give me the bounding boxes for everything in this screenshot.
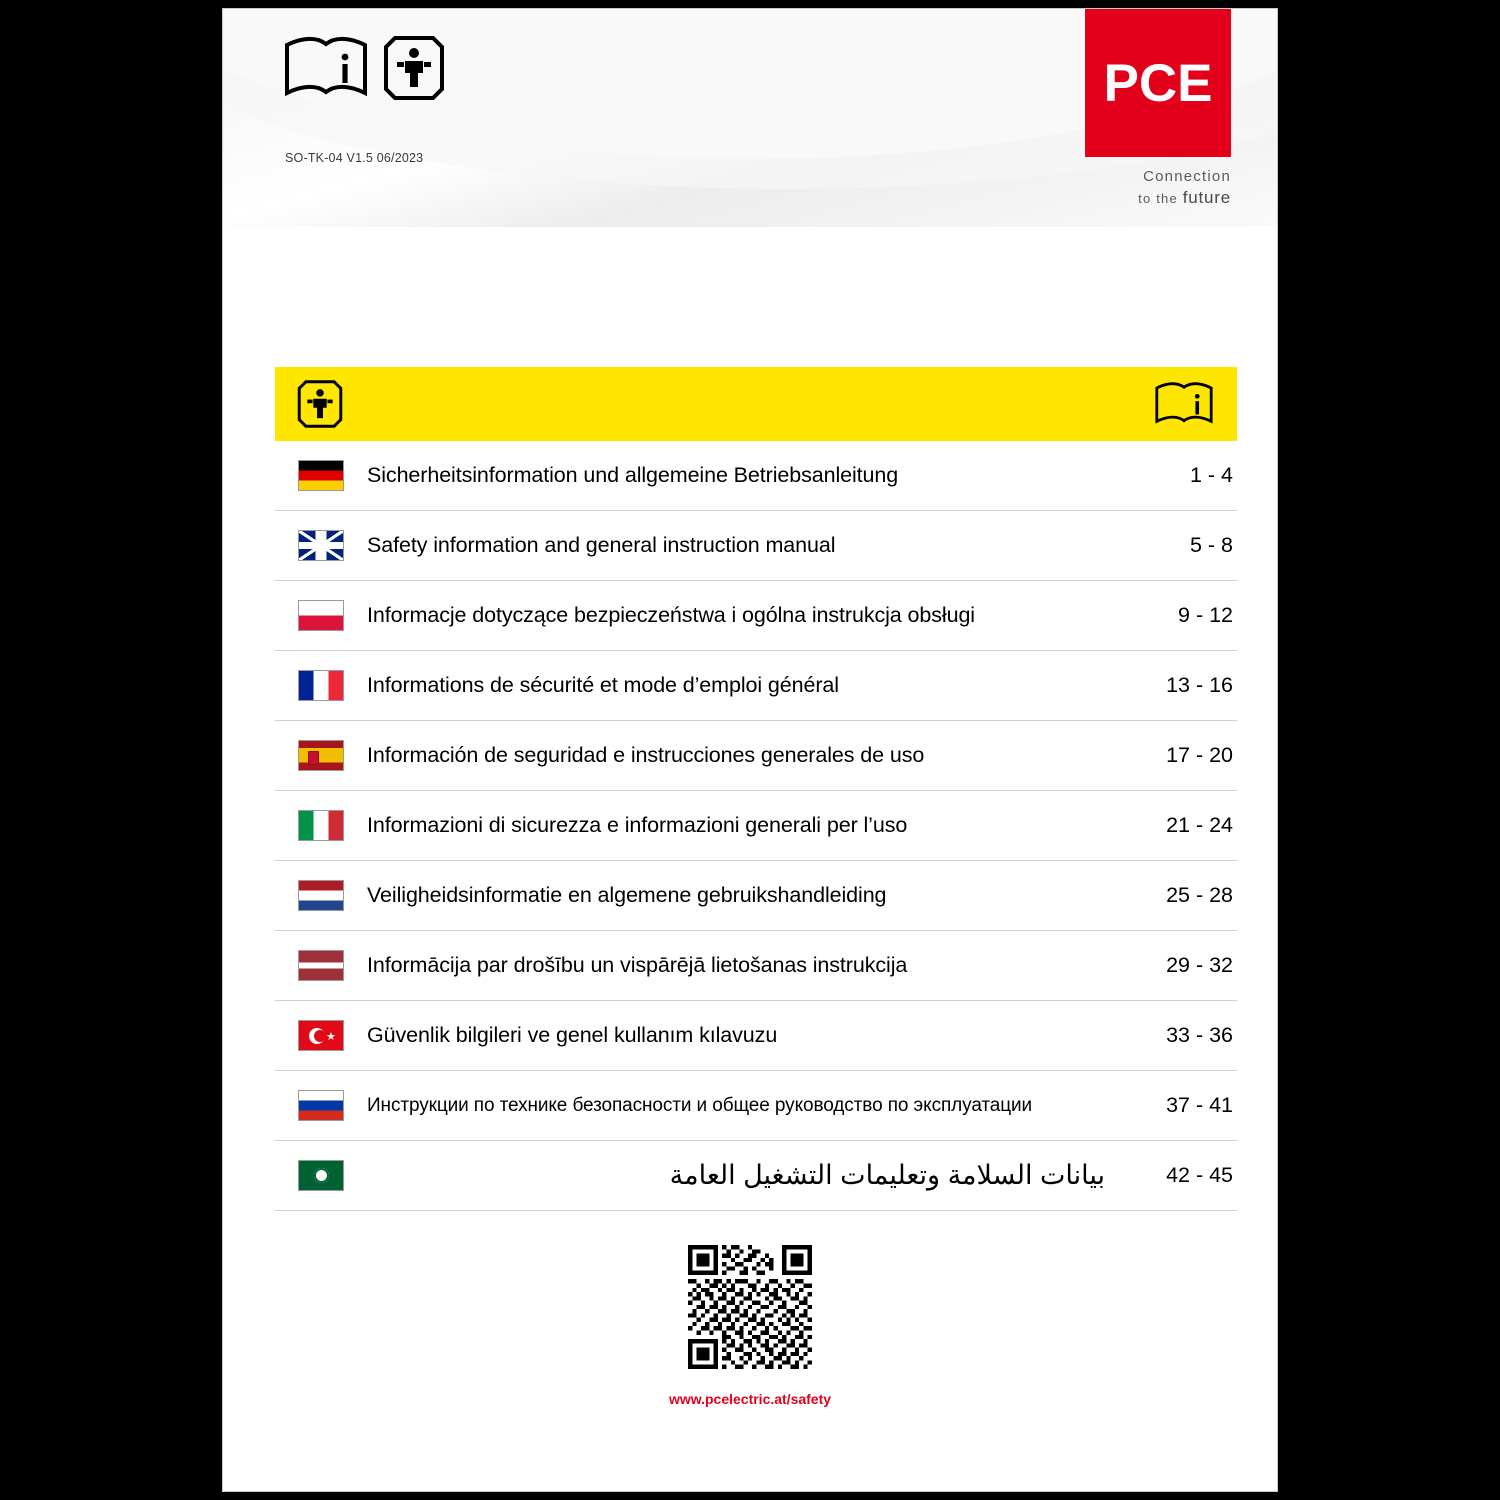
flag-germany: [298, 460, 344, 491]
language-label: Инструкции по технике безопасности и общее руководство по эксплуатации: [367, 1094, 1033, 1116]
language-label: Veiligheidsinformatie en algemene gebruikshandleiding: [367, 883, 887, 907]
document-id: SO-TK-04 V1.5 06/2023: [285, 151, 424, 165]
page-range: 42 - 45: [1166, 1163, 1233, 1187]
flag-spain: [298, 740, 344, 771]
table-row[interactable]: [275, 651, 1237, 721]
operator-manual-icon: [383, 35, 445, 101]
slogan-line-2: [1061, 187, 1231, 210]
language-label: Safety information and general instruction manual: [367, 533, 836, 557]
table-row[interactable]: [275, 791, 1237, 861]
slogan-line-2-emphasis: future: [1182, 188, 1231, 208]
table-row[interactable]: [275, 1141, 1237, 1211]
page-range: 13 - 16: [1166, 673, 1233, 697]
pce-logo: [1085, 9, 1231, 157]
slogan-line-1: Connection: [1143, 168, 1231, 185]
header-icon-group: [283, 35, 445, 101]
language-index-table: [275, 367, 1237, 1211]
language-label: Sicherheitsinformation und allgemeine Betriebsanleitung: [367, 463, 899, 487]
table-header-bar: [275, 367, 1237, 441]
slogan-line-2-prefix: to the: [1138, 191, 1183, 207]
page-range: 21 - 24: [1166, 813, 1233, 837]
language-label: Informācija par drošību un vispārējā lietošanas instrukcija: [367, 953, 908, 977]
page-range: 5 - 8: [1189, 533, 1233, 557]
page-range: 9 - 12: [1178, 603, 1233, 627]
page-range: 17 - 20: [1166, 743, 1233, 767]
brand-slogan: [1061, 167, 1231, 210]
flag-cell: [275, 950, 367, 981]
language-label: Informacje dotyczące bezpieczeństwa i ogólna instrukcja obsługi: [367, 603, 975, 627]
table-row[interactable]: [275, 1001, 1237, 1071]
language-label: Güvenlik bilgileri ve genel kullanım kılavuzu: [367, 1023, 778, 1047]
flag-cell: [275, 1160, 367, 1191]
page-footer: [223, 1245, 1277, 1407]
language-label: Información de seguridad e instrucciones generales de uso: [367, 743, 925, 767]
qr-code-icon[interactable]: [688, 1245, 812, 1369]
flag-united-kingdom: [298, 530, 344, 561]
table-row[interactable]: [275, 511, 1237, 581]
flag-france: [298, 670, 344, 701]
flag-cell: [275, 1090, 367, 1121]
language-label: بيانات السلامة وتعليمات التشغيل العامة: [669, 1160, 1105, 1190]
page-range: 29 - 32: [1166, 953, 1233, 977]
read-manual-icon: [1153, 381, 1215, 427]
table-row[interactable]: [275, 931, 1237, 1001]
language-label: Informations de sécurité et mode d’emploi général: [367, 673, 839, 697]
page-range: 33 - 36: [1166, 1023, 1233, 1047]
table-row[interactable]: [275, 581, 1237, 651]
flag-italy: [298, 810, 344, 841]
page-range: 1 - 4: [1189, 463, 1233, 487]
flag-cell: [275, 460, 367, 491]
flag-turkey: ★: [298, 1020, 344, 1051]
flag-poland: [298, 600, 344, 631]
page-range: 25 - 28: [1166, 883, 1233, 907]
flag-cell: [275, 1020, 367, 1051]
flag-cell: [275, 530, 367, 561]
read-manual-icon: [283, 35, 369, 101]
flag-russia: [298, 1090, 344, 1121]
flag-arab-league: [298, 1160, 344, 1191]
page-range: 37 - 41: [1166, 1093, 1233, 1117]
flag-cell: [275, 880, 367, 911]
page-header: [223, 9, 1277, 227]
flag-netherlands: [298, 880, 344, 911]
flag-cell: [275, 670, 367, 701]
flag-cell: [275, 740, 367, 771]
table-row[interactable]: [275, 1071, 1237, 1141]
pce-logo-text: PCE: [1103, 53, 1213, 113]
footer-url[interactable]: www.pcelectric.at/safety: [668, 1391, 832, 1407]
operator-manual-icon: [297, 379, 343, 429]
language-label: Informazioni di sicurezza e informazioni generali per l’uso: [367, 813, 908, 837]
flag-latvia: [298, 950, 344, 981]
flag-cell: [275, 600, 367, 631]
table-row[interactable]: [275, 441, 1237, 511]
document-page: [222, 8, 1278, 1492]
table-row[interactable]: [275, 861, 1237, 931]
table-row[interactable]: [275, 721, 1237, 791]
flag-cell: [275, 810, 367, 841]
